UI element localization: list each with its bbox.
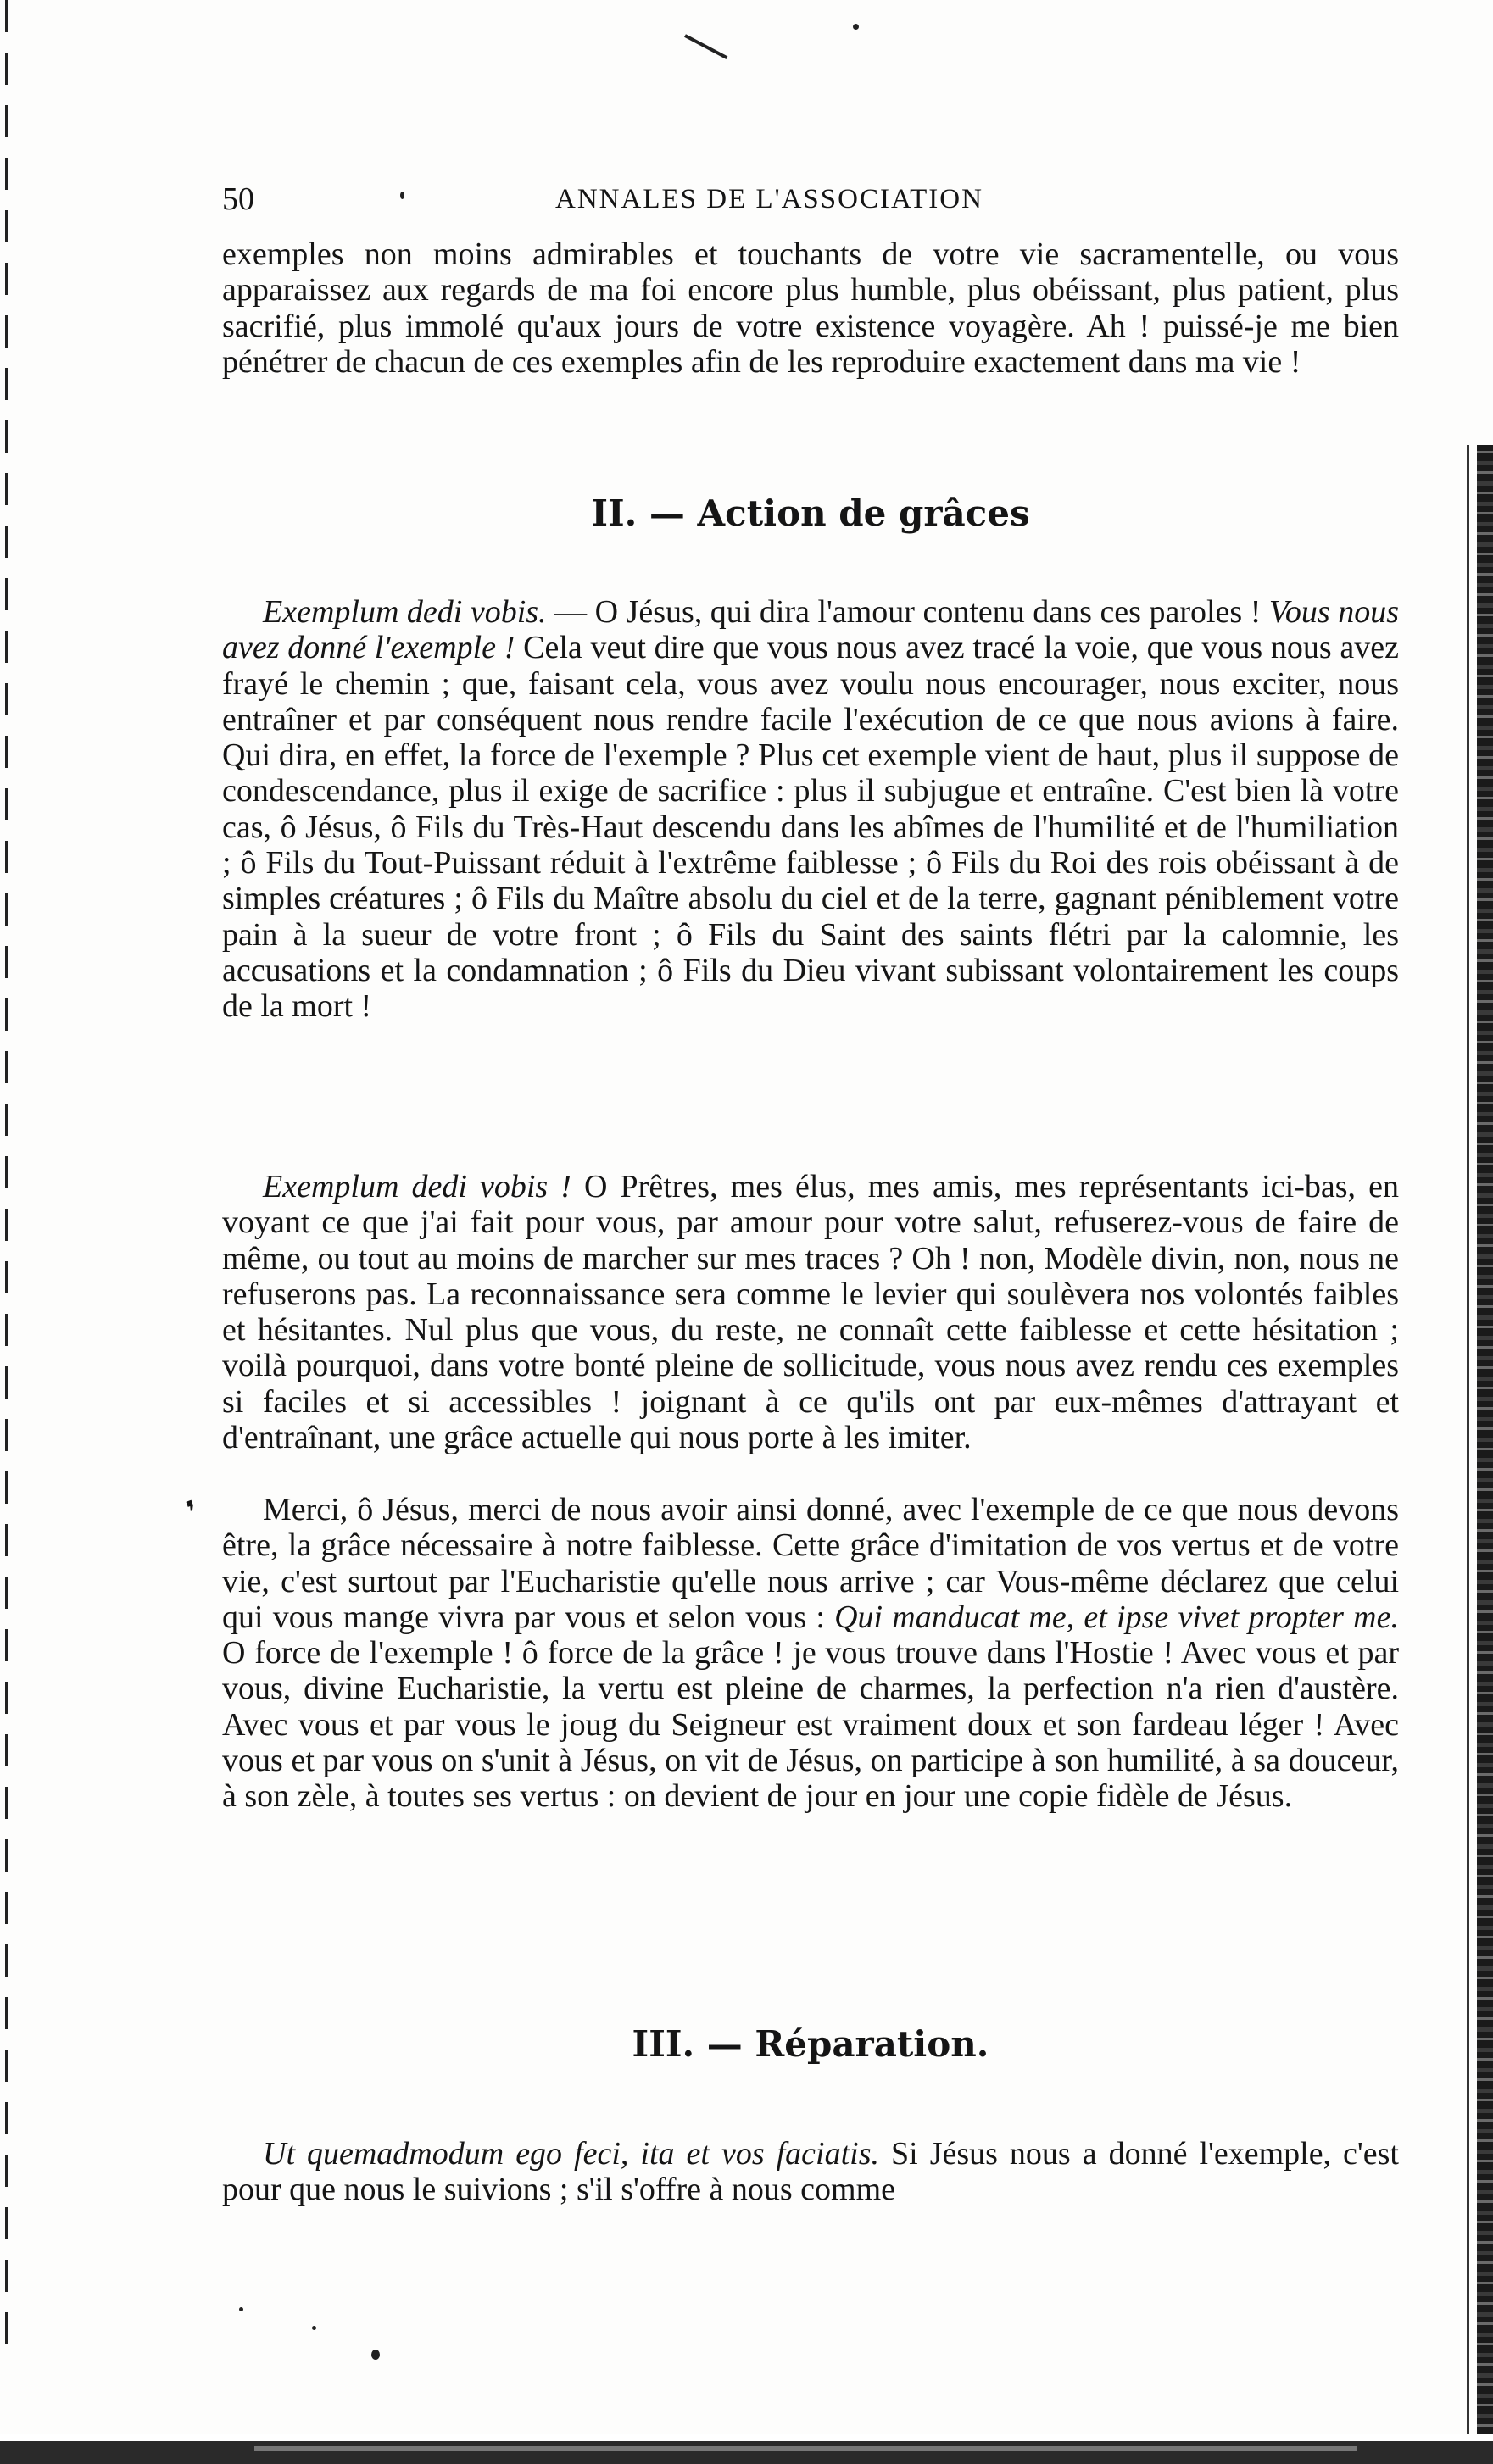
- right-page-edge: [1477, 445, 1493, 2464]
- paragraph: [222, 594, 1399, 1025]
- paragraph-text: exemples non moins admirables et touchants de votre vie sacramentelle, ou vous apparaissez aux regards de ma foi encore plus humble, plus obéissant, plus patient, plus sacrifié, plus immolé qu'aux jours de votre existence voyagère. Ah ! puissé-je me bien pénétrer de chacun de ces exemples afin de les reproduire exactement dans ma vie !: [222, 236, 1399, 380]
- paragraph-text: Cela veut dire que vous nous avez tracé la voie, que vous nous avez frayé le chemin ; que, faisant cela, vous avez voulu nous encourager, nous exciter, nous entraîner et par conséquent nous rendre facile l'exécution de ce que nous avions à faire. Qui dira, en effet, la force de l'exemple ? Plus cet exemple vient de haut, plus il suppose de condescendance, plus il exige de sacrifice : plus il subjugue et entraîne. C'est bien là votre cas, ô Jésus, ô Fils du Très-Haut descendu dans les abîmes de l'humilité et de l'humiliation ; ô Fils du Tout-Puissant réduit à l'extrême faiblesse ; ô Fils du Roi des rois obéissant à de simples créatures ; ô Fils du Maître absolu du ciel et de la terre, gagnant péniblement votre pain à la sueur de votre front ; ô Fils du Saint des saints flétri par la calomnie, les accusations et la condamnation ; ô Fils du Dieu vivant subissant volontairement les coups de la mort !: [222, 630, 1399, 1025]
- paragraph: [222, 1492, 1399, 1815]
- scan-speck: [371, 2350, 380, 2360]
- section-heading: II. — Action de grâces: [591, 492, 1030, 534]
- paragraph-text: O force de l'exemple ! ô force de la grâce ! je vous trouve dans l'Hostie ! Avec vous et par vous, divine Eucharistie, la vertu est pleine de charmes, la perfection n'a rien d'austère. Avec vous et par vous le joug du Seigneur est vraiment doux et son fardeau léger ! Avec vous et par vous on s'unit à Jésus, on vit de Jésus, on participe à son humilité, à sa douceur, à son zèle, à toutes ses vertus : on devient de jour en jour une copie fidèle de Jésus.: [222, 1635, 1399, 1815]
- scan-speck: [239, 2307, 243, 2311]
- latin-quote: Qui manducat me, et ipse vivet propter me.: [834, 1599, 1399, 1635]
- paragraph-text: O Prêtres, mes élus, mes amis, mes représentants ici-bas, en voyant ce que j'ai fait pour vous, par amour pour votre salut, refuserez-vous de faire de même, ou tout au moins de marcher sur mes traces ? Oh ! non, Modèle divin, non, nous ne refuserons pas. La reconnaissance sera comme le levier qui soulèvera nos volontés faibles et hésitantes. Nul plus que vous, du reste, ne connaît cette faiblesse et cette hésitation ; voilà pourquoi, dans votre bonté pleine de sollicitude, vous nous avez rendu ces exemples si faciles et si accessibles ! joignant à ce qu'ils ont par eux-mêmes d'attrayant et d'entraînant, une grâce actuelle qui nous porte à les imiter.: [222, 1169, 1399, 1456]
- latin-quote: Ut quemadmodum ego feci, ita et vos faciatis.: [263, 2136, 879, 2172]
- paragraph: [222, 236, 1399, 380]
- running-head: ANNALES DE L'ASSOCIATION: [555, 184, 983, 214]
- page-number: 50: [222, 181, 254, 217]
- page-header: [222, 178, 1399, 220]
- section-heading: III. — Réparation.: [632, 2023, 989, 2065]
- scan-mark: [684, 34, 727, 59]
- scan-speck: [853, 24, 859, 30]
- margin-mark: ❜: [182, 1494, 204, 1530]
- paragraph-text: — O Jésus, qui dira l'amour contenu dans ces paroles !: [546, 594, 1269, 630]
- latin-quote: Exemplum dedi vobis.: [263, 594, 547, 630]
- bottom-page-edge: [0, 2434, 1493, 2464]
- latin-quote: Exemplum dedi vobis !: [263, 1169, 571, 1204]
- right-edge-line: [1467, 445, 1469, 2464]
- paragraph: [222, 2136, 1399, 2208]
- scan-speck: [312, 2326, 316, 2330]
- paragraph-text: Merci, ô Jésus, merci de nous avoir ainsi donné, avec l'exemple de ce que nous devons être, la grâce nécessaire à notre faiblesse. Cette grâce d'imitation de vos vertus et de votre vie, c'est surtout par l'Eucharistie qu'elle nous arrive ; car Vous-même déclarez que celui qui vous mange vivra par vous et selon vous :: [222, 1492, 1399, 1635]
- paragraph-text: Si Jésus nous a donné l'exemple, c'est pour que nous le suivions ; s'il s'offre à nous comme: [222, 2136, 1399, 2208]
- left-margin-rule: [5, 0, 8, 2348]
- paragraph: [222, 1169, 1399, 1455]
- translation-quote: Vous nous avez donné l'exemple !: [222, 594, 1399, 666]
